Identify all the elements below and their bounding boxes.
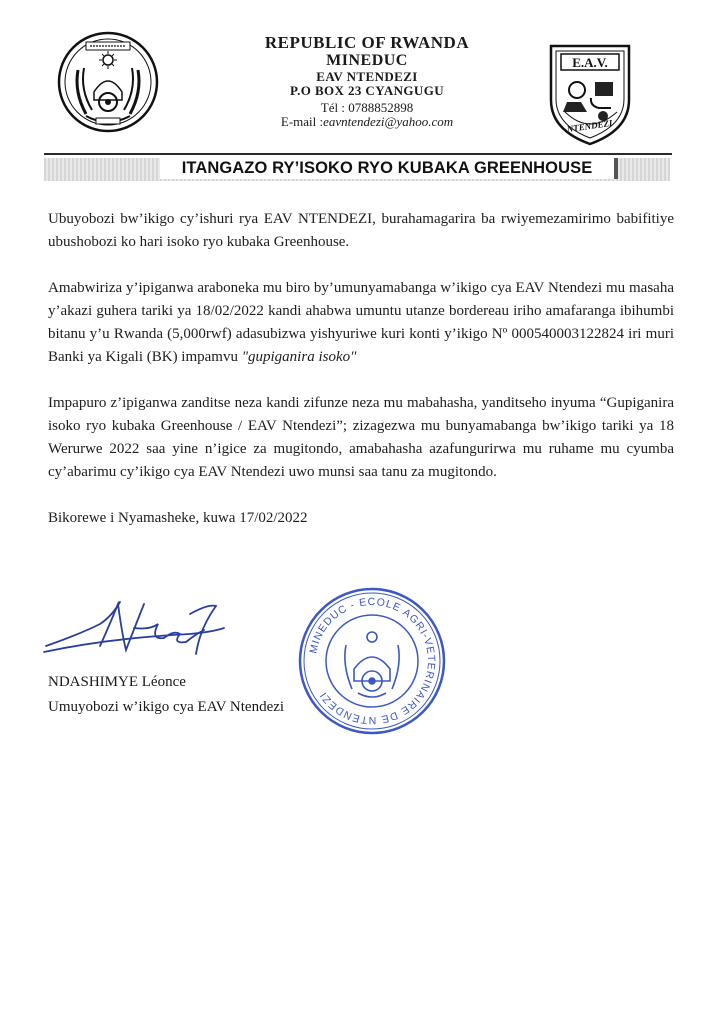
header-divider [44, 153, 672, 155]
notice-title: ITANGAZO RY’ISOKO RYO KUBAKA GREENHOUSE [181, 159, 593, 177]
letterhead [212, 34, 522, 129]
payment-reason: "gupiganira isoko" [241, 349, 357, 365]
email-label: E-mail : [280, 113, 324, 129]
email-address: eavntendezi@yahoo.com [323, 113, 454, 129]
letterhead-ministry: MINEDUC [326, 52, 408, 70]
handwritten-signature [40, 594, 230, 668]
paragraph-invitation: Ubuyobozi bw’ikigo cy’ishuri rya EAV NTENDEZI, burahamagarira ba rwiyemezamirimo babifitiye ubushobozi ko hari isoko ryo kubaka Greenhouse. [48, 211, 674, 250]
signer-role: Umuyobozi w’ikigo cya EAV Ntendezi [48, 699, 285, 715]
shield-bottom-text: NTENDEZI [566, 117, 614, 135]
letterhead-country: REPUBLIC OF RWANDA [264, 33, 470, 52]
letterhead-phone: Tél : 0788852898 [320, 99, 414, 115]
paragraph-submission: Impapuro z’ipiganwa zanditse neza kandi zifunze neza mu mabahasha, yanditseho inyuma “Gupiganira isoko ryo kubaka Greenhouse / EAV Ntendezi”; zizagezwa mu bunyamabanga bw’ikigo tariki ya 18 Werurwe 2022 saa yine n’igice za mugitondo, amabahasha azafungurirwa mu ruhame mu cyumba cy’abarimu cy’ikigo cya EAV Ntendezi uwo munsi saa tanu za mugitondo. [48, 395, 674, 480]
notice-title-banner [44, 155, 672, 183]
paragraph-bidding-docs [48, 277, 674, 369]
notice-body [48, 208, 674, 553]
place-and-date: Bikorewe i Nyamasheke, kuwa 17/02/2022 [48, 510, 308, 526]
signer-name: NDASHIMYE Léonce [48, 674, 186, 690]
letterhead-school: EAV NTENDEZI [316, 68, 418, 84]
official-stamp [296, 585, 448, 737]
stamp-ring-text: MINEDUC - ECOLE AGRI-VETERINAIRE DE NTENDEZI [307, 595, 438, 727]
letterhead-email [212, 115, 522, 129]
letterhead-po-box: P.O BOX 23 CYANGUGU [290, 82, 444, 98]
shield-top-text: E.A.V. [572, 55, 608, 70]
paragraph-bidding-docs-text: Amabwiriza y’ipiganwa araboneka mu biro by’umunyamabanga w’ikigo cya EAV Ntendezi mu masaha y’akazi guhera tariki ya 18/02/2022 kandi ahabwa umuntu utanze bordereau iriho amafaranga ibihumbi bitanu y’u Rwanda (5,000rwf) adasubizwa yishyuriwe kuri konti y’ikigo Nº 000540003122824 iri muri Banki ya Kigali (BK) impamvu [48, 280, 674, 365]
rwanda-coat-of-arms-logo [56, 30, 160, 136]
eav-school-shield-logo [541, 38, 639, 148]
signer-block [48, 670, 284, 720]
